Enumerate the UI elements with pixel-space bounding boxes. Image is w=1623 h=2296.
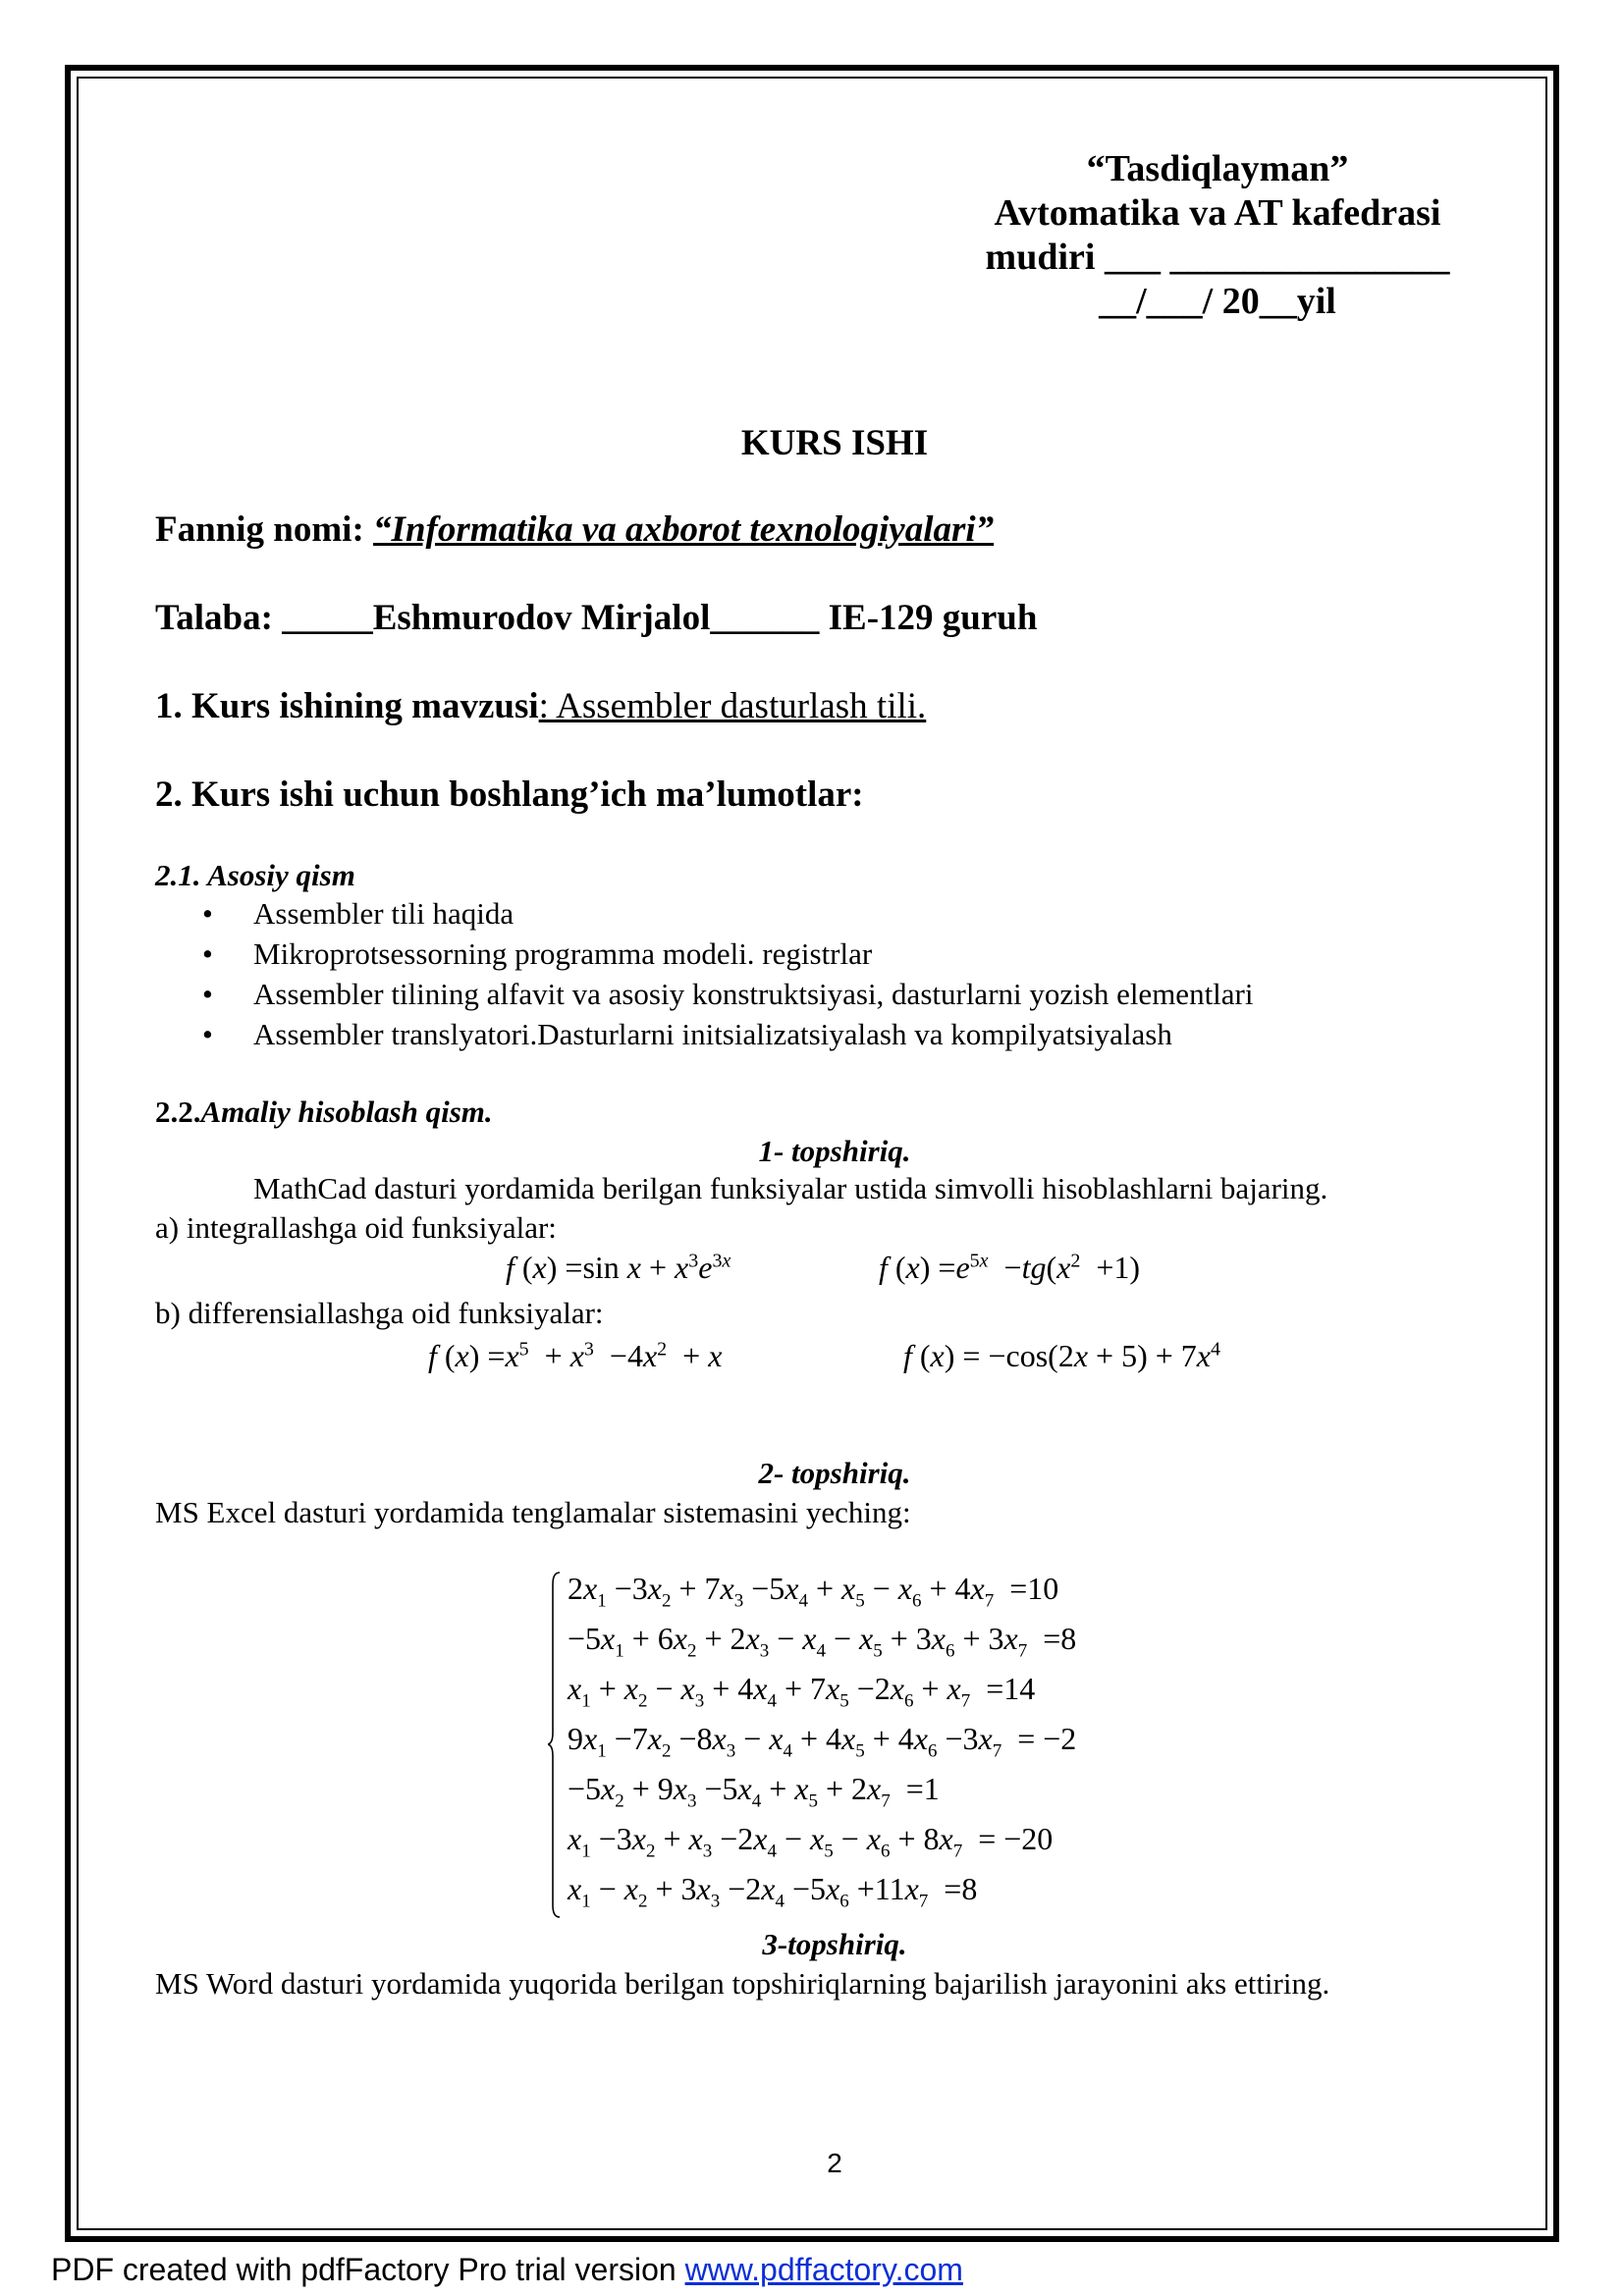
system-brace	[548, 1571, 562, 1919]
equation-3: $x_1 + x_2 - x_3 + 4x_4 + 7x_5 -2x_6 + x_7 =14$	[568, 1671, 1036, 1712]
pdf-footer	[51, 2252, 963, 2288]
subject-line	[155, 508, 994, 551]
approval-line-3: mudiri ___ _______________	[985, 237, 1450, 278]
list-item: • Assembler tilining alfavit va asosiy konstruktsiyasi, dasturlarni yozish elementlari	[202, 974, 1254, 1014]
topic-value: : Assembler dasturlash tili.	[538, 686, 927, 726]
practical-title: Amaliy hisoblash qism.	[200, 1095, 493, 1129]
diff-function-1: f $(x) =x^5 + x^3 -4x^2 + x$	[428, 1338, 723, 1373]
list-item: • Assembler tili haqida	[202, 893, 1254, 934]
task2-heading: 2- topshiriq.	[758, 1456, 911, 1490]
footer-text: PDF created with pdfFactory Pro trial version	[51, 2252, 685, 2287]
approval-block	[943, 147, 1492, 324]
topic-label: 1. Kurs ishining mavzusi	[155, 686, 539, 726]
task3-heading: 3-topshiriq.	[762, 1927, 907, 1961]
student-line	[155, 597, 1037, 639]
equation-1: $2x_1 -3x_2 + 7x_3 -5x_4 + x_5 - x_6 + 4x_7 =10$	[568, 1571, 1059, 1612]
initial-data-heading: 2. Kurs ishi uchun boshlang’ich ma’lumotlar:	[155, 774, 864, 815]
task2-intro: MS Excel dasturi yordamida tenglamalar sistemasini yeching:	[155, 1495, 911, 1529]
diff-function-2: f $(x) = -\cos(2x + 5) + 7x^4$	[903, 1338, 1220, 1373]
equation-4: $9x_1 -7x_2 -8x_3 - x_4 + 4x_5 + 4x_6 -3x_7 = -2$	[568, 1721, 1077, 1762]
task3-intro: MS Word dasturi yordamida yuqorida berilgan topshiriqlarning bajarilish jarayonini aks ettiring.	[155, 1966, 1330, 2001]
list-item: • Assembler translyatori.Dasturlarni initsializatsiyalash va kompilyatsiyalash	[202, 1014, 1254, 1054]
main-part-heading: 2.1. Asosiy qism	[155, 858, 355, 892]
list-item: • Mikroprotsessorning programma modeli. registrlar	[202, 934, 1254, 974]
approval-line-4: __/___/ 20__yil	[1099, 281, 1336, 322]
document-title: KURS ISHI	[740, 423, 929, 463]
subject-value: “Informatika va axborot texnologiyalari”	[373, 509, 995, 550]
equation-6: $x_1 -3x_2 + x_3 -2x_4 - x_5 - x_6 + 8x_7 = -20$	[568, 1821, 1054, 1862]
task1-b-label: b) differensiallashga oid funksiyalar:	[155, 1296, 604, 1330]
task1-heading: 1- topshiriq.	[758, 1134, 911, 1168]
equation-2: $-5x_1 + 6x_2 + 2x_3 - x_4 - x_5 + 3x_6 + 3x_7 =8$	[568, 1621, 1077, 1662]
practical-heading	[155, 1095, 493, 1130]
student-value: _____Eshmurodov Mirjalol______ IE-129 guruh	[282, 598, 1038, 638]
equation-7: $x_1 - x_2 + 3x_3 -2x_4 -5x_6 +11x_7 =8$	[568, 1871, 978, 1912]
footer-link[interactable]: www.pdffactory.com	[684, 2252, 963, 2287]
main-part-list	[202, 893, 1254, 1054]
topic-line	[155, 685, 926, 727]
page-number: 2	[827, 2148, 842, 2178]
task1-intro: MathCad dasturi yordamida berilgan funksiyalar ustida simvolli hisoblashlarni bajaring.	[253, 1171, 1328, 1205]
equation-5: $-5x_2 + 9x_3 -5x_4 + x_5 + 2x_7 =1$	[568, 1771, 940, 1812]
integral-function-2: f $(x) =e^{5x} -tg(x^2 +1)$	[879, 1250, 1141, 1285]
subject-label: Fannig nomi:	[155, 509, 374, 550]
practical-num: 2.2.	[155, 1095, 201, 1129]
integral-function-1: f (x) =sin $x + x^3e^{3x}$	[506, 1250, 731, 1285]
approval-line-1: “Tasdiqlayman”	[1086, 148, 1349, 189]
approval-line-2: Avtomatika va AT kafedrasi	[994, 192, 1441, 234]
task1-a-label: a) integrallashga oid funksiyalar:	[155, 1210, 557, 1245]
student-label: Talaba:	[155, 598, 283, 638]
